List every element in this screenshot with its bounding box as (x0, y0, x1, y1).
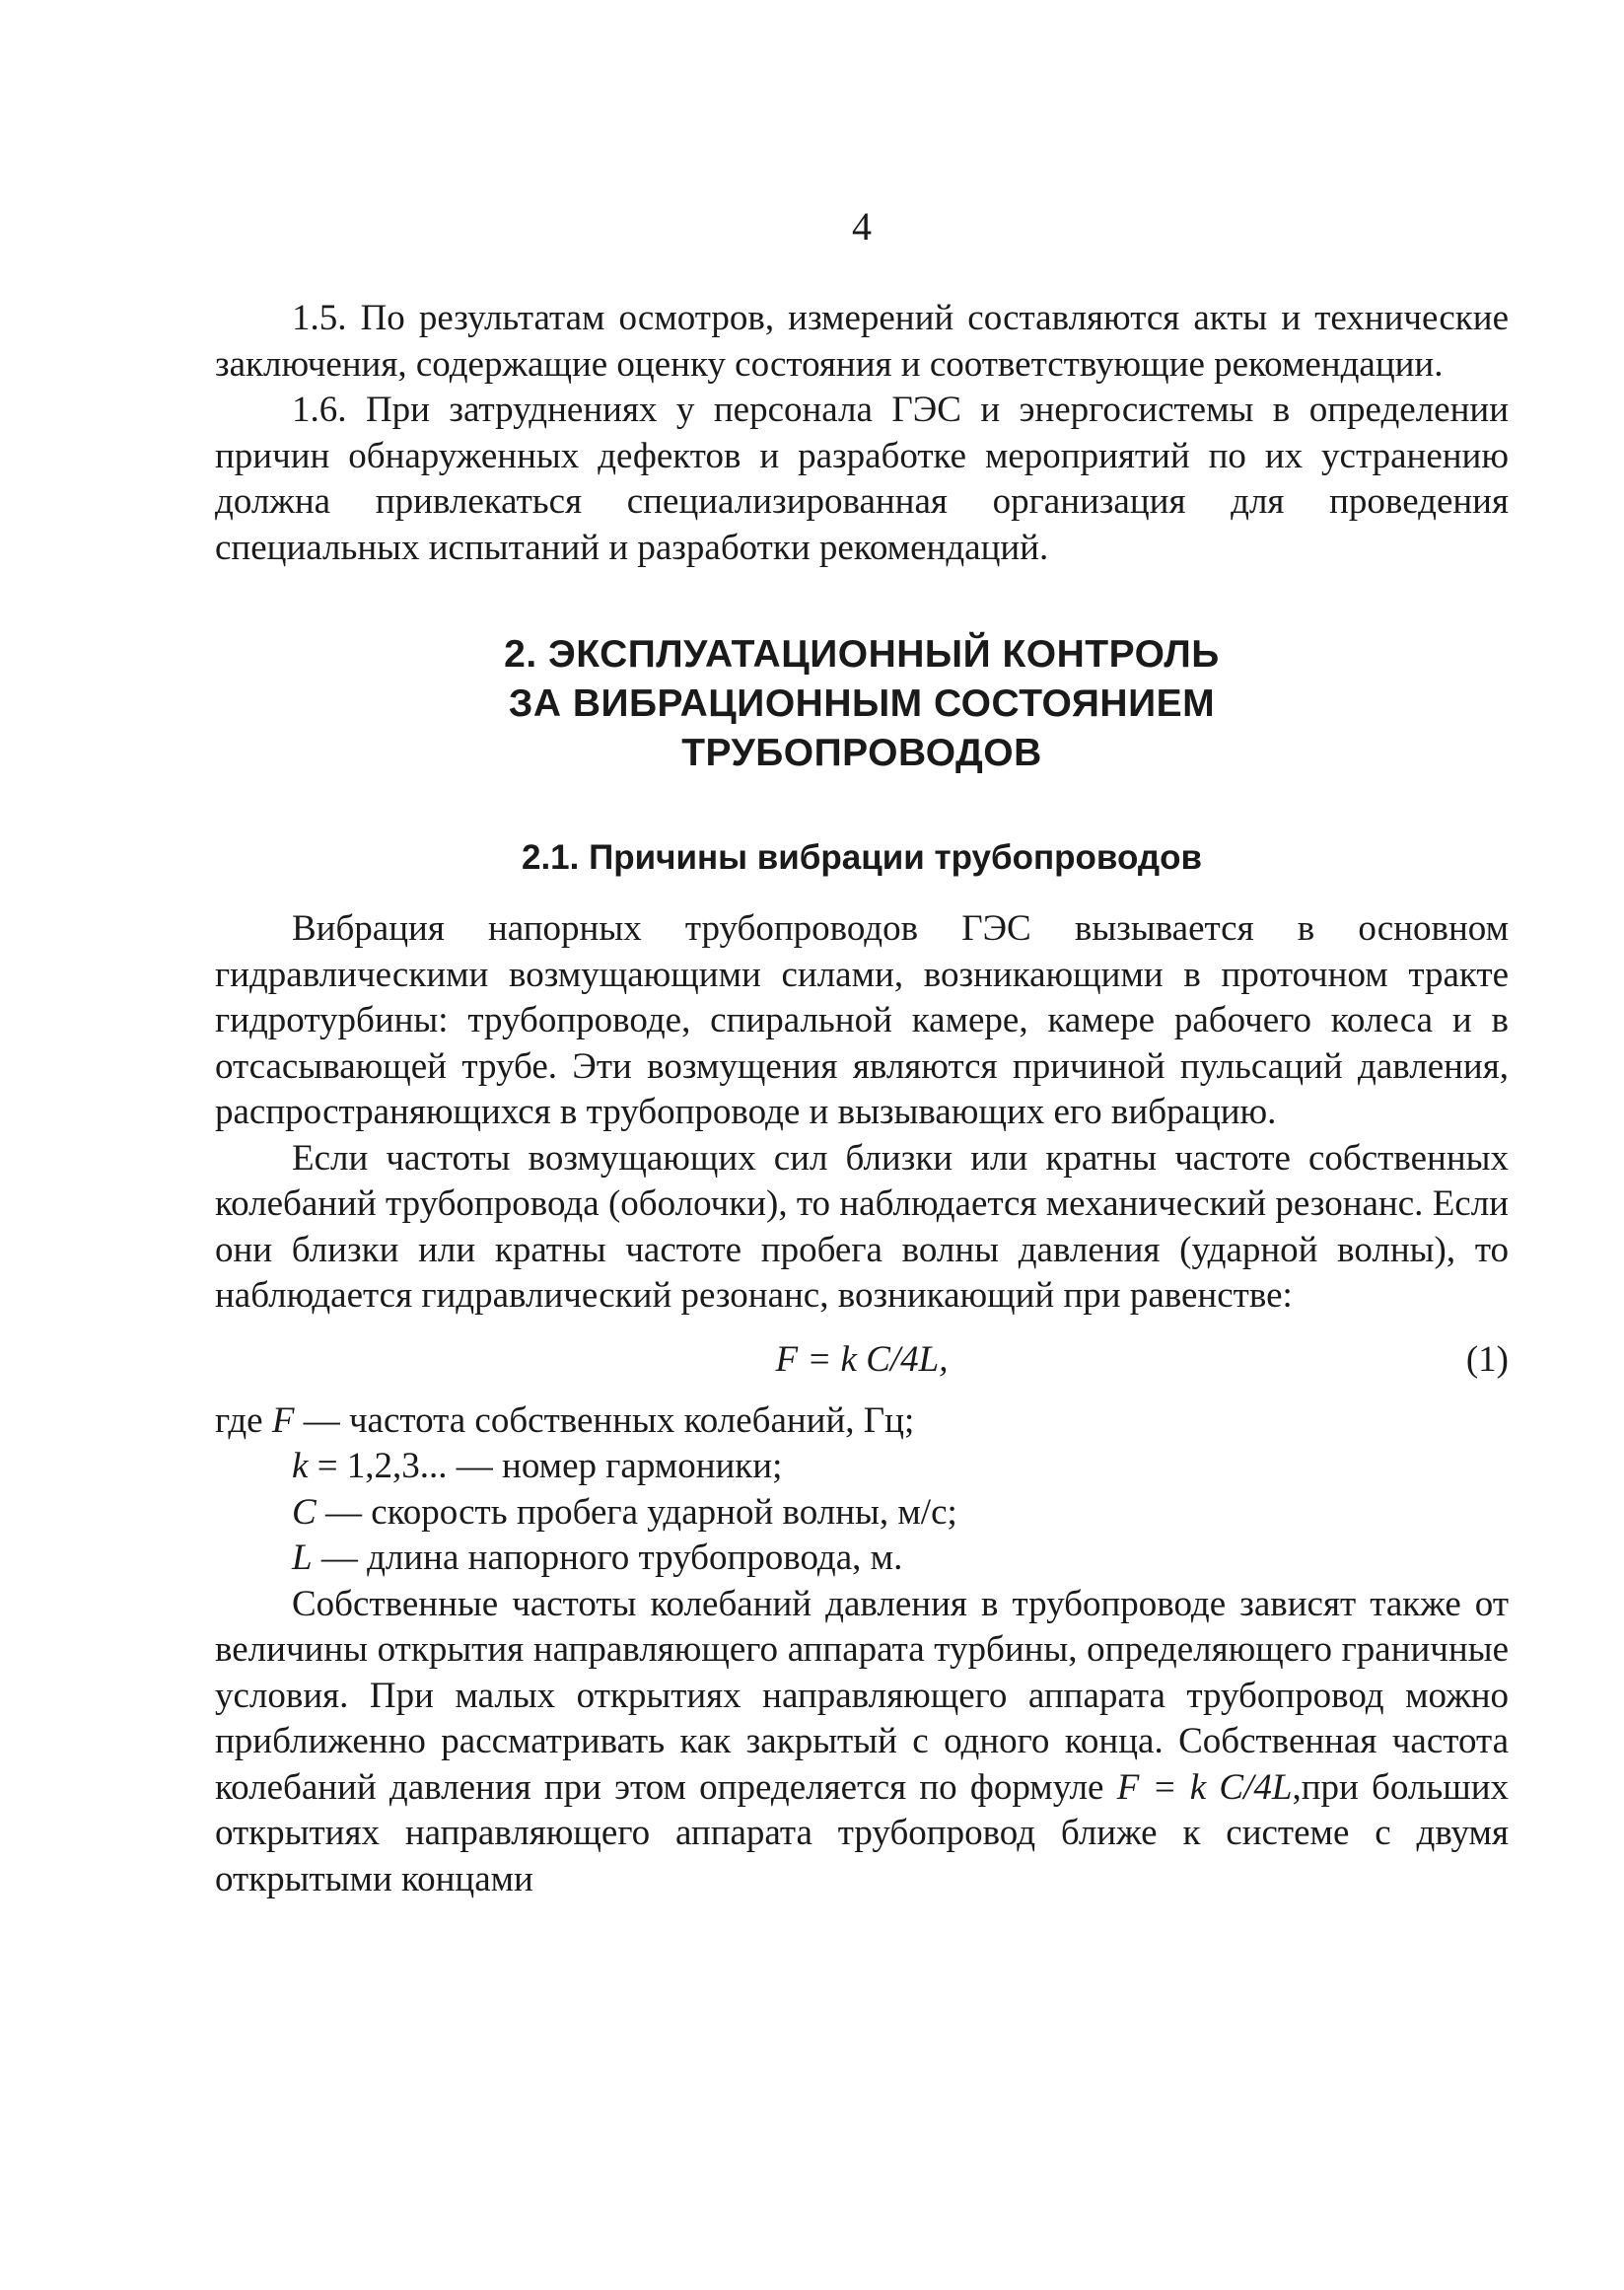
definition-C: C — скорость пробега ударной волны, м/с; (292, 1491, 957, 1533)
symbol-C: C (292, 1491, 317, 1533)
symbol-F: F (271, 1399, 295, 1441)
paragraph-1-6: 1.6. При затруднениях у персонала ГЭС и энергосистемы в определении причин обнаруженных дефектов и разработке мероприятий по их устранению должна привлекаться специализированная организация для проведения специальных испытаний и разработки рекомендаций. (215, 390, 1509, 568)
definition-F: где F — частота собственных колебаний, Гц; (215, 1399, 915, 1441)
document-page (215, 197, 1509, 1902)
symbol-k: k (292, 1446, 309, 1486)
section-title-line-1: 2. ЭКСПЛУАТАЦИОННЫЙ КОНТРОЛЬ (504, 633, 1220, 676)
paragraph-vibration-causes: Вибрация напорных трубопроводов ГЭС вызывается в основном гидравлическими возмущающими силами, возникающими в проточном тракте гидротурбины: трубопроводе, спиральной камере, камере рабочего колеса и в отсасывающей трубе. Эти возмущения являются причиной пульсаций давления, распространяющихся в трубопроводе и вызывающих его вибрацию. (215, 908, 1509, 1132)
definition-k: k = 1,2,3... — номер гармоники; (292, 1446, 783, 1486)
section-title-line-2: ЗА ВИБРАЦИОННЫМ СОСТОЯНИЕМ (508, 682, 1216, 725)
paragraph-resonance: Если частоты возмущающих сил близки или кратны частоте собственных колебаний трубопровода (оболочки), то наблюдается механический резонанс. Если они близки или кратны частоте пробега волны давления (ударной волны), то наблюдается гидравлический резонанс, возникающий при равенстве: (215, 1137, 1509, 1316)
symbol-L: L (292, 1538, 313, 1578)
equation-row (215, 1329, 1509, 1391)
definition-L: L — длина напорного трубопровода, м. (292, 1538, 903, 1578)
page-number: 4 (852, 204, 872, 249)
subsection-title: 2.1. Причины вибрации трубопроводов (521, 838, 1203, 877)
equation-formula: F = k C/4L, (775, 1338, 949, 1380)
paragraph-1-5: 1.5. По результатам осмотров, измерений составляются акты и технические заключения, содержащие оценку состояния и соответствующие рекомендации. (215, 298, 1509, 385)
variable-definitions (215, 1398, 1509, 1582)
equation-number: (1) (1465, 1338, 1509, 1380)
section-title (215, 630, 1509, 778)
section-title-line-3: ТРУБОПРОВОДОВ (681, 732, 1042, 774)
inline-formula: F = k C/4L (1116, 1766, 1293, 1808)
paragraph-natural-frequencies: Собственные частоты колебаний давления в трубопроводе зависят также от величины открытия направляющего аппарата турбины, определяющего граничные условия. При малых открытиях направляющего аппарата трубопровод можно приближенно рассматривать как закрытый с одного конца. Собственная частота колебаний давления при этом определяется по формуле F = k C/4L,при больших открытиях направляющего аппарата трубопровод ближе к системе с двумя открытыми концами (215, 1583, 1510, 1899)
